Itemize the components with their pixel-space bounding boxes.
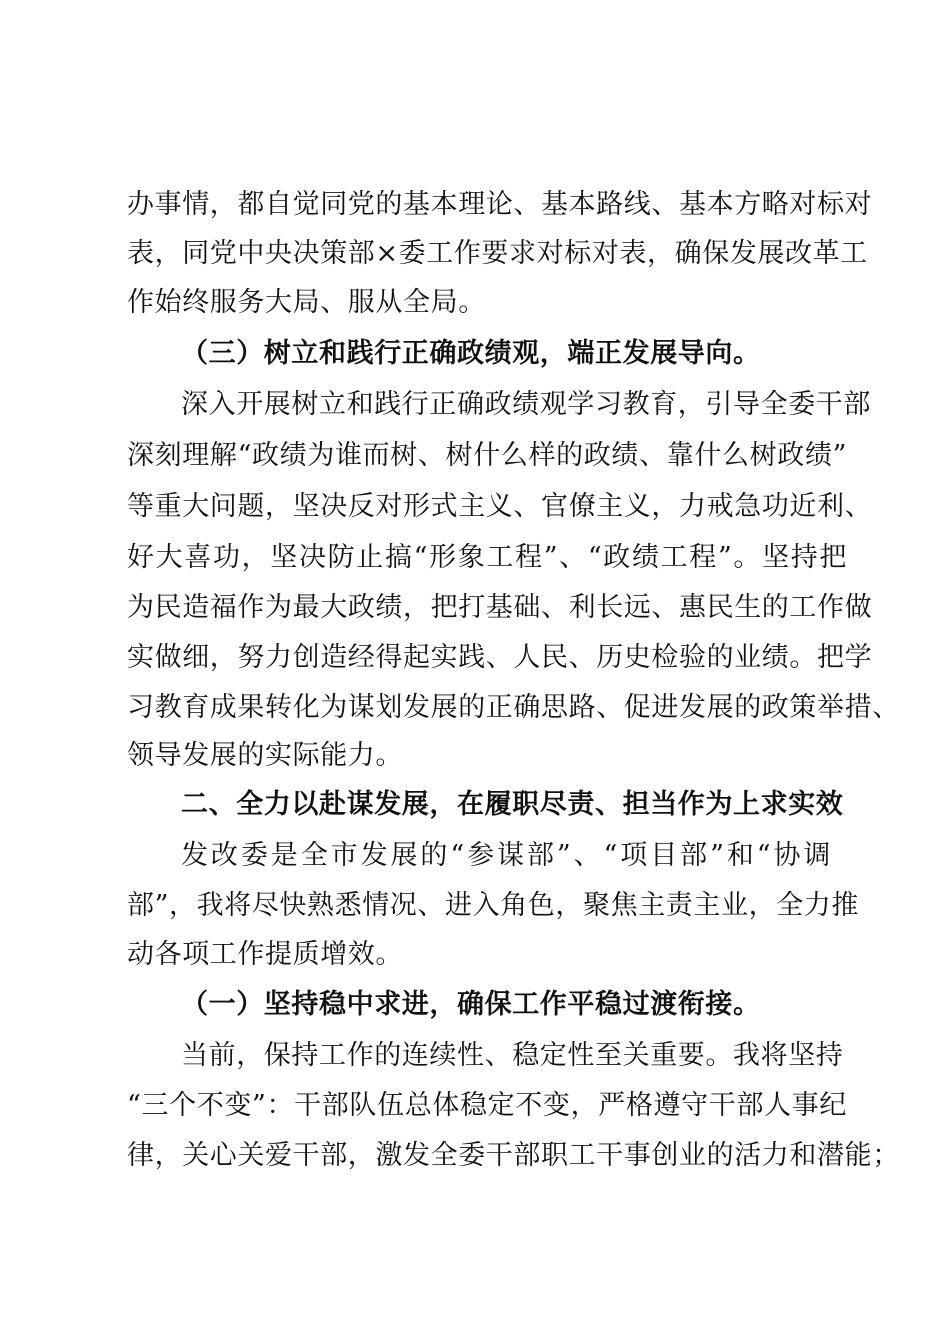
paragraph-line: 实做细，努力创造经得起实践、人民、历史检验的业绩。把学 — [127, 642, 873, 673]
paragraph-line: 部”，我将尽快熟悉情况、进入角色，聚焦主责主业，全力推 — [127, 890, 860, 921]
paragraph-line: 为民造福作为最大政绩，把打基础、利长远、惠民生的工作做 — [127, 592, 873, 623]
paragraph-line: 作始终服务大局、服从全局。 — [127, 287, 486, 318]
paragraph-line: 表，同党中央决策部×委工作要求对标对表，确保发展改革工 — [127, 238, 868, 269]
paragraph-line: 动各项工作提质增效。 — [127, 939, 403, 970]
paragraph-line: 律，关心关爱干部，激发全委干部职工干事创业的活力和潜能； — [127, 1140, 900, 1171]
paragraph-line: 深入开展树立和践行正确政绩观学习教育，引导全委干部 — [181, 389, 871, 420]
paragraph-line: 习教育成果转化为谋划发展的正确思路、促进发展的政策举措、 — [127, 692, 900, 723]
paragraph-line: 深刻理解“政绩为谁而树、树什么样的政绩、靠什么树政绩” — [127, 440, 847, 471]
paragraph-line: 发改委是全市发展的“参谋部”、“项目部”和“协调 — [181, 840, 831, 871]
paragraph-line: 好大喜功，坚决防止搞“形象工程”、“政绩工程”。坚持把 — [127, 542, 847, 573]
paragraph-line: “三个不变”：干部队伍总体稳定不变，严格遵守干部人事纪 — [127, 1090, 847, 1121]
paragraph-line: 领导发展的实际能力。 — [127, 740, 403, 771]
paragraph-line: 办事情，都自觉同党的基本理论、基本路线、基本方略对标对 — [127, 189, 873, 220]
section-heading: （一）坚持稳中求进，确保工作平稳过渡衔接。 — [181, 989, 761, 1020]
section-heading: （三）树立和践行正确政绩观，端正发展导向。 — [181, 338, 761, 369]
paragraph-line: 当前，保持工作的连续性、稳定性至关重要。我将坚持 — [181, 1040, 844, 1071]
section-heading: 二、全力以赴谋发展，在履职尽责、担当作为上求实效 — [181, 789, 844, 820]
paragraph-line: 等重大问题，坚决反对形式主义、官僚主义，力戒急功近利、 — [127, 491, 873, 522]
